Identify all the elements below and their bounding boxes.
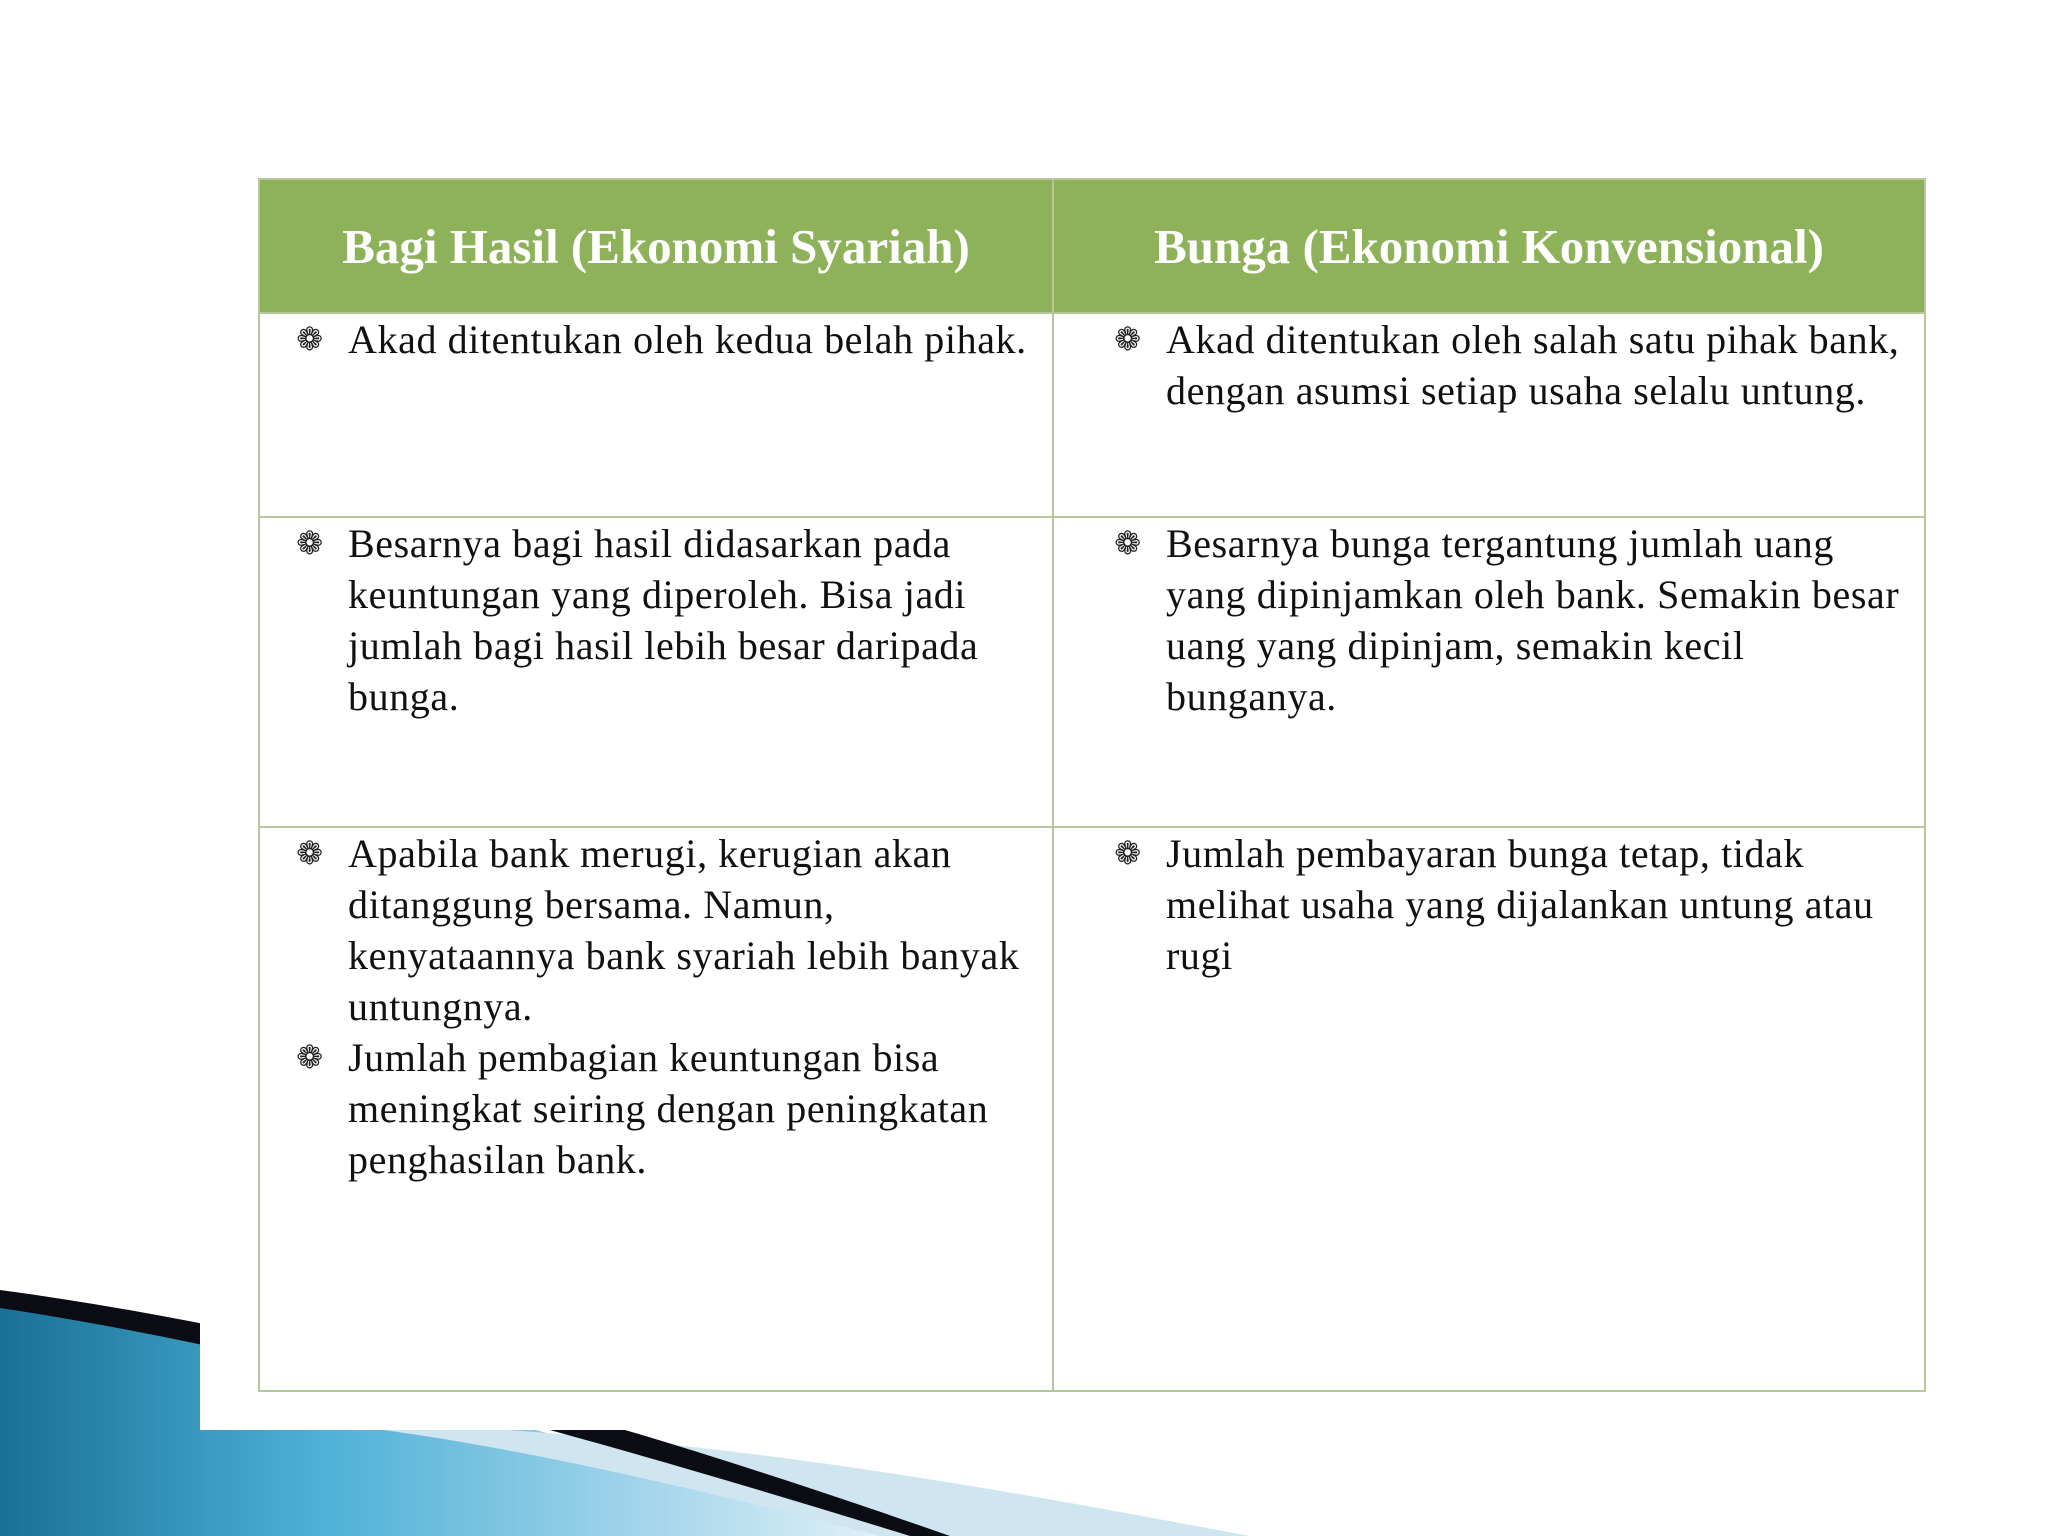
cell-bunga [1053, 827, 1925, 1391]
cell-bunga [1053, 517, 1925, 827]
table-row [259, 313, 1925, 517]
list-item: ❁ Akad ditentukan oleh kedua belah pihak. [260, 314, 1052, 365]
flower-bullet-icon: ❁ [296, 321, 324, 357]
table-header-row [259, 179, 1925, 313]
cell-bunga [1053, 313, 1925, 517]
cell-bagi-hasil [259, 827, 1053, 1391]
header-bunga: Bunga (Ekonomi Konvensional) [1053, 179, 1925, 313]
cell-bagi-hasil [259, 517, 1053, 827]
table-row [259, 827, 1925, 1391]
list-item: ❁ Jumlah pembagian keuntungan bisa meningkat seiring dengan peningkatan penghasilan bank. [260, 1032, 1052, 1185]
flower-bullet-icon: ❁ [1114, 525, 1142, 561]
comparison-table [258, 178, 1926, 1392]
list-item: ❁ Besarnya bagi hasil didasarkan pada keuntungan yang diperoleh. Bisa jadi jumlah bagi hasil lebih besar daripada bunga. [260, 518, 1052, 722]
list-item: ❁ Apabila bank merugi, kerugian akan ditanggung bersama. Namun, kenyataannya bank syariah lebih banyak untungnya. [260, 828, 1052, 1032]
flower-bullet-icon: ❁ [1114, 321, 1142, 357]
table-row [259, 517, 1925, 827]
flower-bullet-icon: ❁ [296, 525, 324, 561]
cell-bagi-hasil [259, 313, 1053, 517]
flower-bullet-icon: ❁ [1114, 835, 1142, 871]
header-bagi-hasil: Bagi Hasil (Ekonomi Syariah) [259, 179, 1053, 313]
list-item: ❁ Jumlah pembayaran bunga tetap, tidak melihat usaha yang dijalankan untung atau rugi [1054, 828, 1924, 981]
flower-bullet-icon: ❁ [296, 835, 324, 871]
list-item: ❁ Akad ditentukan oleh salah satu pihak bank, dengan asumsi setiap usaha selalu untung. [1054, 314, 1924, 416]
list-item: ❁ Besarnya bunga tergantung jumlah uang yang dipinjamkan oleh bank. Semakin besar uang yang dipinjam, semakin kecil bunganya. [1054, 518, 1924, 722]
flower-bullet-icon: ❁ [296, 1039, 324, 1075]
